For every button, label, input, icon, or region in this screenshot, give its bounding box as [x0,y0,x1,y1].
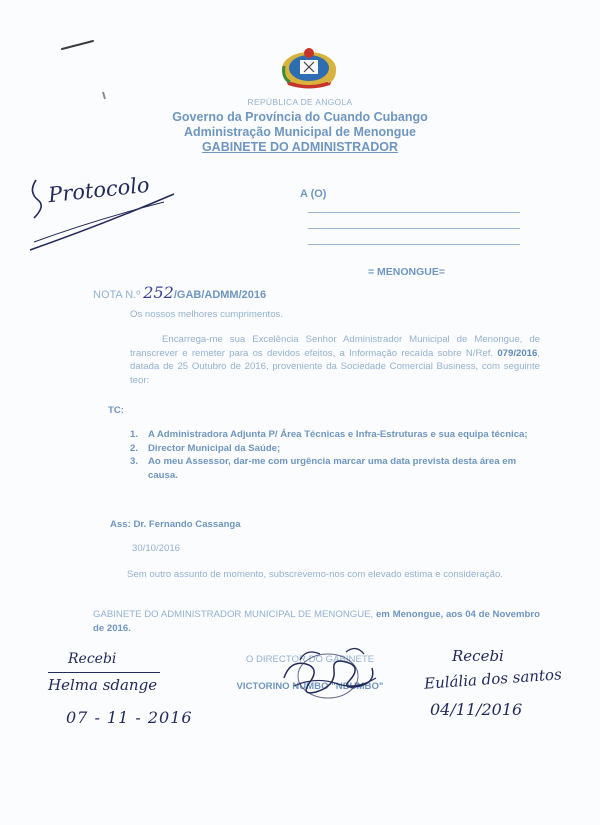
receipt-left-underline [48,672,160,673]
header-province: Governo da Província do Cuando Cubango [172,110,428,124]
body-text-after: , datada de 25 Outubro de 2016, proveniente da Sociedade Comercial Business, com seguinte teor: [130,347,540,386]
tc-item: 2. Director Municipal da Saúde; [130,442,281,454]
body-reference: 079/2016 [497,347,538,359]
header-administration: Administração Municipal de Menongue [184,125,416,139]
note-suffix: /GAB/ADMM/2016 [173,289,267,301]
header-republic: REPÚBLICA DE ANGOLA [247,97,353,107]
receipt-right-date: 04/11/2016 [430,700,523,719]
receipt-right-name: Eulália dos santos [423,665,563,693]
tc-item: 1. A Administradora Adjunta P/ Área Técnicas e Infra-Estruturas e sua equipa técnica; [130,429,528,440]
place-rest: em Menongue, aos 04 de Novembro de 2016. [93,609,540,634]
addressee-label: A (O) [300,188,327,200]
tc-label: TC: [108,405,124,416]
tc-list [130,428,540,482]
protocol-stroke-marks [24,172,184,256]
ass-date: 30/10/2016 [132,543,181,554]
protocol-handwriting: Protocolo [47,172,151,208]
receipt-left-date: 07 - 11 - 2016 [66,708,193,727]
receipt-left-name: Helma sdange [48,676,158,694]
ass-line: Ass: Dr. Fernando Cassanga [110,519,241,530]
signatory-title: O DIRECTOR DO GABINETE [245,654,375,665]
body-paragraph [130,333,540,387]
place-date [93,608,540,635]
addressee-location: = MENONGUE= [368,266,446,278]
note-reference [93,283,266,302]
receipt-left-recebi: Recebi [68,651,117,667]
header-office: GABINETE DO ADMINISTRADOR [201,140,399,154]
closing-paragraph: Sem outro assunto de momento, subscrevemo-nos com elevado estima e consideração. [127,569,503,580]
note-prefix: NOTA N.º [93,289,141,301]
addressee-line-2 [308,228,520,229]
place-office: GABINETE DO ADMINISTRADOR MUNICIPAL DE MENONGUE, [93,609,374,620]
addressee-line-3 [308,244,520,245]
signatory-name: VICTORINO NUMBO "NDUMBO" [236,681,384,692]
addressee-line-1 [308,212,520,213]
note-number: 252 [143,283,174,302]
body-text-before: Encarrega-me sua Excelência Senhor Administrador Municipal de Menongue, de transcrever e remeter para os devidos efeitos, a Informação recaída sobre N/Ref. [130,334,540,359]
tc-item: 3. Ao meu Assessor, dar-me com urgência marcar uma data prevista desta área em causa. [130,456,517,481]
director-signature-icon [276,640,386,708]
pen-stroke-mark [60,38,96,52]
greeting: Os nossos melhores cumprimentos. [130,309,284,320]
receipt-right-recebi: Recebi [452,647,504,665]
angola-emblem-icon [276,44,342,90]
